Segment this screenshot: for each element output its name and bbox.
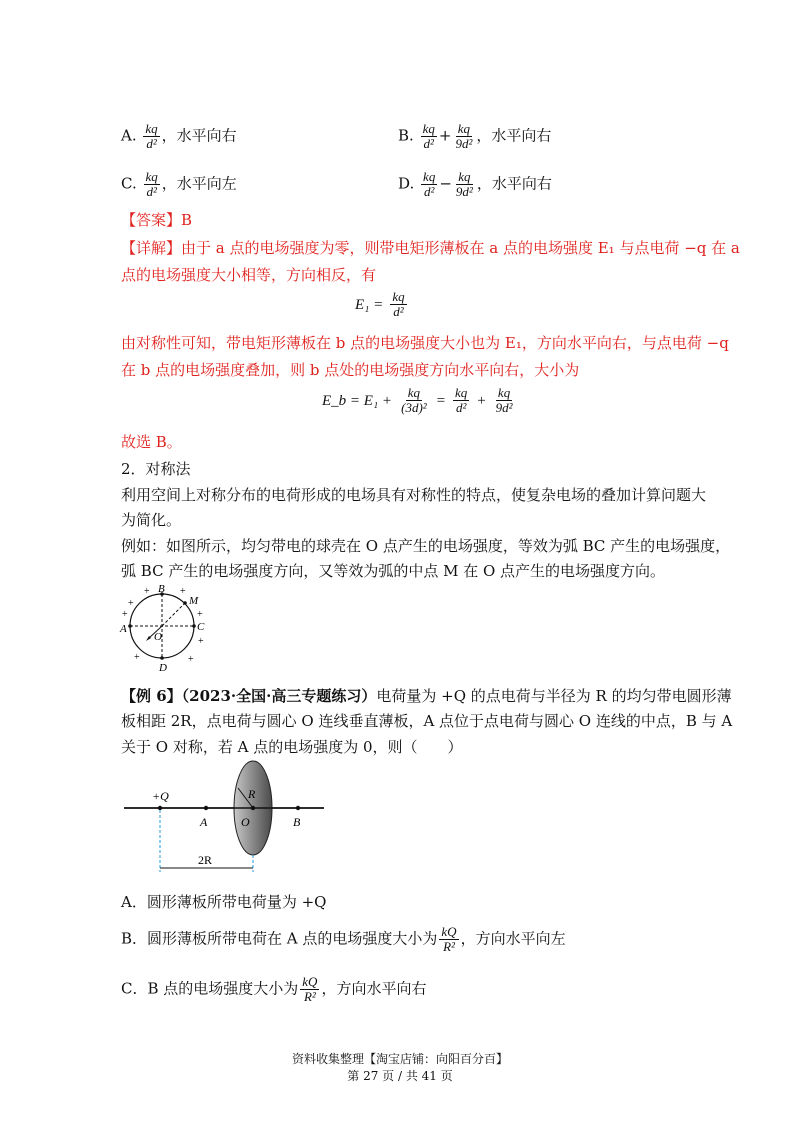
disk-figure: [120, 760, 330, 880]
fraction: $\frac{kq}{\text{d²}}$: [145, 121, 158, 151]
fraction: $\frac{kq}{\text{d²}}$: [392, 289, 405, 319]
footer-source: 资料收集整理【淘宝店铺：向阳百分百】: [291, 1052, 508, 1066]
equation-2: E_b = E₁ + $\frac{kq}{\text{(3d)²}}$ = $\frac{kq}{\text{d²}}$ + $\frac{kq}{\text{9d²}}$: [322, 385, 513, 415]
fraction: $\frac{kQ}{\text{R²}}$: [302, 974, 318, 1004]
ex6-option-b: B．圆形薄板所带电荷在 A 点的电场强度大小为 $\frac{kQ}{\text{R²}}$ ，方向水平向左: [121, 924, 566, 954]
plus-sign: +: [197, 609, 203, 620]
option-a: A. $\frac{kq}{\text{d²}}$ ，水平向右: [121, 121, 237, 151]
detail-line-2: 点的电场强度大小相等，方向相反，有: [121, 266, 377, 284]
point-o: [251, 806, 255, 810]
paragraph-line: 例如：如图所示，均匀带电的球壳在 O 点产生的电场强度，等效为弧 BC 产生的电场强度，: [121, 537, 731, 555]
ex6-option-c: C．B 点的电场强度大小为 $\frac{kQ}{\text{R²}}$ ，方向水平向右: [121, 974, 427, 1004]
option-c: C. $\frac{kq}{\text{d²}}$ ，水平向左: [121, 169, 237, 199]
plus-sign: +: [198, 636, 204, 647]
label-b: B: [293, 815, 301, 829]
label-m: M: [189, 595, 199, 607]
plus-sign: +: [134, 652, 140, 663]
fraction: $\frac{kq}{\text{d²}}$: [455, 385, 468, 415]
fraction: $\frac{kq}{\text{9d²}}$: [495, 385, 513, 415]
label-o: O: [241, 815, 250, 829]
label-plus-q: +Q: [152, 789, 169, 803]
page-number: 第 27 页 / 共 41 页: [347, 1069, 453, 1083]
example-tag: 【例 6】: [121, 687, 182, 705]
conclusion: 故选 B。: [121, 433, 182, 451]
ex6-option-a: A．圆形薄板所带电荷量为 +Q: [121, 893, 327, 911]
detail-line-4: 在 b 点的电场强度叠加，则 b 点处的电场强度方向水平向右，大小为: [121, 361, 580, 379]
label-b: B: [158, 583, 165, 595]
plus-sign: +: [180, 586, 186, 597]
detail-line-3: 由对称性可知，带电矩形薄板在 b 点的电场强度大小也为 E₁，方向水平向右，与点电荷 −q: [121, 334, 729, 352]
label-d: D: [159, 662, 167, 674]
plus-sign: +: [128, 598, 134, 609]
fraction: $\frac{kq}{\text{d²}}$: [423, 169, 436, 199]
section-heading: 2．对称法: [121, 460, 191, 478]
paragraph-line: 为简化。: [121, 511, 182, 529]
answer: 【答案】B: [121, 211, 193, 229]
label-a: A: [120, 623, 127, 635]
example-source: （2023·全国·高三专题练习）: [181, 687, 377, 705]
fraction: $\frac{kq}{\text{(3d)²}}$: [401, 385, 427, 415]
label-o: O: [154, 631, 162, 643]
fraction: $\frac{kq}{\text{9d²}}$: [455, 169, 473, 199]
plus-sign: +: [144, 586, 150, 597]
point-charge: [158, 806, 162, 810]
equation-1: E₁ = $\frac{kq}{\text{d²}}$: [355, 289, 405, 319]
point-a: [204, 806, 208, 810]
option-d: D. $\frac{kq}{\text{d²}}$ − $\frac{kq}{\text{9d²}}$ ，水平向右: [398, 169, 552, 199]
label-distance: 2R: [198, 853, 213, 867]
point-b: [296, 806, 300, 810]
fraction: $\frac{kq}{\text{9d²}}$: [455, 121, 473, 151]
example-6-line-3: 关于 O 对称，若 A 点的电场强度为 0，则（ ）: [121, 738, 463, 756]
radius-om: [162, 603, 185, 626]
fraction: $\frac{kq}{\text{d²}}$: [145, 169, 158, 199]
paragraph-line: 利用空间上对称分布的电荷形成的电场具有对称性的特点，使复杂电场的叠加计算问题大: [121, 486, 707, 504]
plus-sign: +: [122, 609, 128, 620]
fraction: $\frac{kq}{\text{d²}}$: [422, 121, 435, 151]
label-r: R: [248, 787, 256, 801]
plus-sign: +: [188, 654, 194, 665]
paragraph-line: 弧 BC 产生的电场强度方向，又等效为弧的中点 M 在 O 点产生的电场强度方向。: [121, 562, 666, 580]
detail-line-1: 【详解】由于 a 点的电场强度为零，则带电矩形薄板在 a 点的电场强度 E₁ 与点电荷 −q 在 a: [121, 239, 740, 257]
option-b: B. $\frac{kq}{\text{d²}}$ + $\frac{kq}{\text{9d²}}$ ，水平向右: [398, 121, 552, 151]
example-6-line-2: 板相距 2R，点电荷与圆心 O 连线垂直薄板，A 点位于点电荷与圆心 O 连线的中点，B 与 A: [121, 712, 733, 730]
label-c: C: [197, 621, 205, 633]
fraction: $\frac{kQ}{\text{R²}}$: [441, 924, 457, 954]
example-6-line-1: 【例 6】（2023·全国·高三专题练习）电荷量为 +Q 的点电荷与半径为 R 的均匀带电圆形薄: [121, 687, 732, 705]
sphere-figure: [118, 582, 228, 674]
label-a: A: [200, 815, 208, 829]
